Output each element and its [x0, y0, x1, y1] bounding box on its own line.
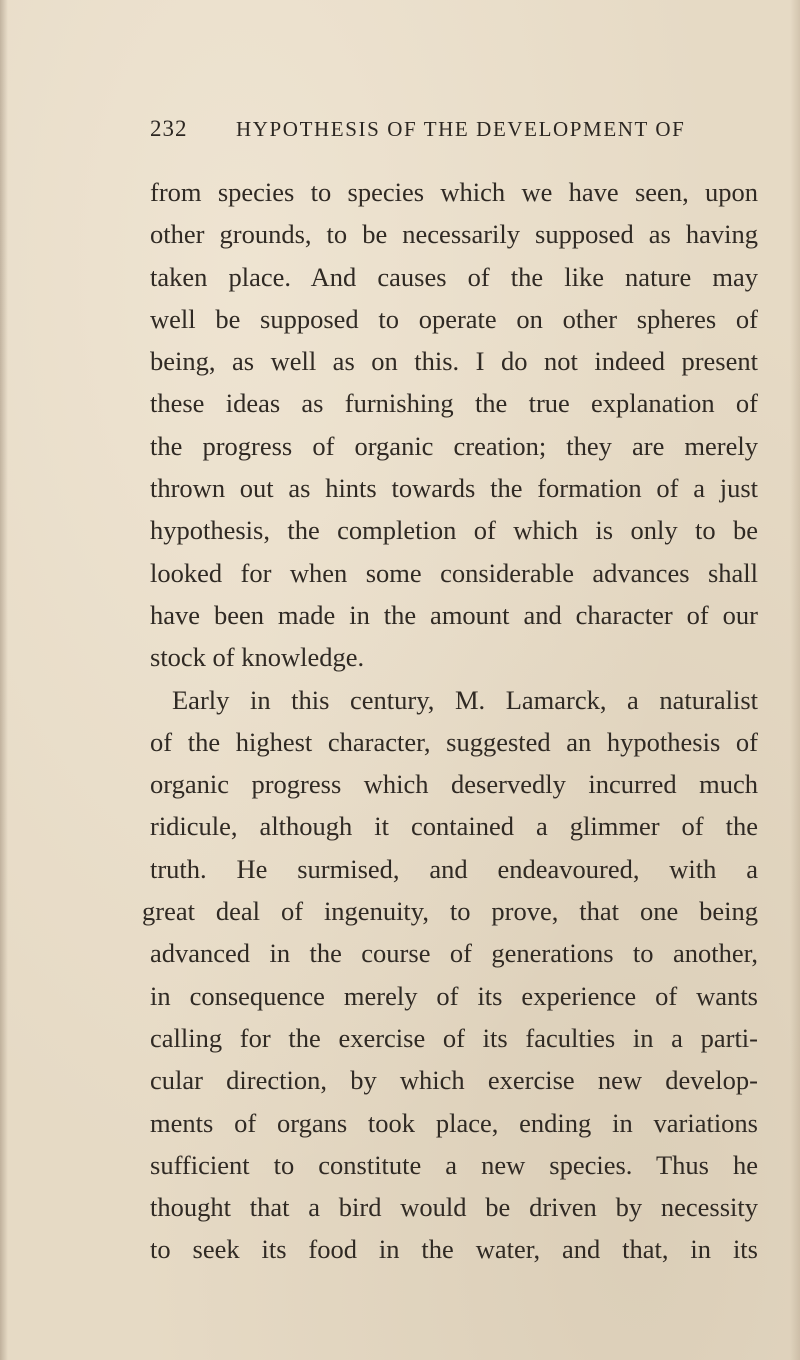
page-number: 232	[150, 116, 188, 141]
page-gutter-shadow	[0, 0, 8, 1360]
text-line: advanced in the course of generations to another,	[150, 938, 758, 969]
text-line: truth. He surmised, and endeavoured, with a	[150, 853, 758, 884]
paragraph-start-line: Early in this century, M. Lamarck, a naturalist	[172, 684, 758, 715]
text-line: have been made in the amount and character of our	[150, 599, 758, 630]
text-line: hypothesis, the completion of which is only to be	[150, 515, 758, 546]
text-line: great deal of ingenuity, to prove, that one being	[142, 896, 758, 927]
text-line: sufficient to constitute a new species. Thus he	[150, 1149, 758, 1180]
text-line: ments of organs took place, ending in variations	[150, 1107, 758, 1138]
text-line: organic progress which deservedly incurred much	[150, 769, 758, 800]
text-line: looked for when some considerable advances shall	[150, 557, 758, 588]
text-line: taken place. And causes of the like nature may	[150, 261, 758, 292]
text-line: other grounds, to be necessarily supposed as having	[150, 219, 758, 250]
text-line: thrown out as hints towards the formation of a just	[150, 473, 758, 504]
text-line: to seek its food in the water, and that, in its	[150, 1234, 758, 1265]
body-text	[142, 171, 758, 1271]
text-line: well be supposed to operate on other spheres of	[150, 303, 758, 334]
page-edge-shadow	[790, 0, 800, 1360]
text-line: ridicule, although it contained a glimmer of the	[150, 811, 758, 842]
text-line: these ideas as furnishing the true explanation of	[150, 388, 758, 419]
paragraph-end-line: stock of knowledge.	[150, 642, 365, 673]
text-line: being, as well as on this. I do not indeed present	[150, 346, 758, 377]
text-line: the progress of organic creation; they are merely	[150, 430, 758, 461]
page-header	[150, 116, 770, 146]
running-head: HYPOTHESIS OF THE DEVELOPMENT OF	[236, 117, 686, 141]
text-line: in consequence merely of its experience of wants	[150, 980, 758, 1011]
text-line: thought that a bird would be driven by necessity	[150, 1192, 758, 1223]
text-line: from species to species which we have seen, upon	[150, 177, 758, 207]
text-line: cular direction, by which exercise new develop-	[150, 1065, 758, 1096]
text-line: of the highest character, suggested an hypothesis of	[150, 726, 758, 757]
text-line: calling for the exercise of its faculties in a parti-	[150, 1022, 758, 1053]
